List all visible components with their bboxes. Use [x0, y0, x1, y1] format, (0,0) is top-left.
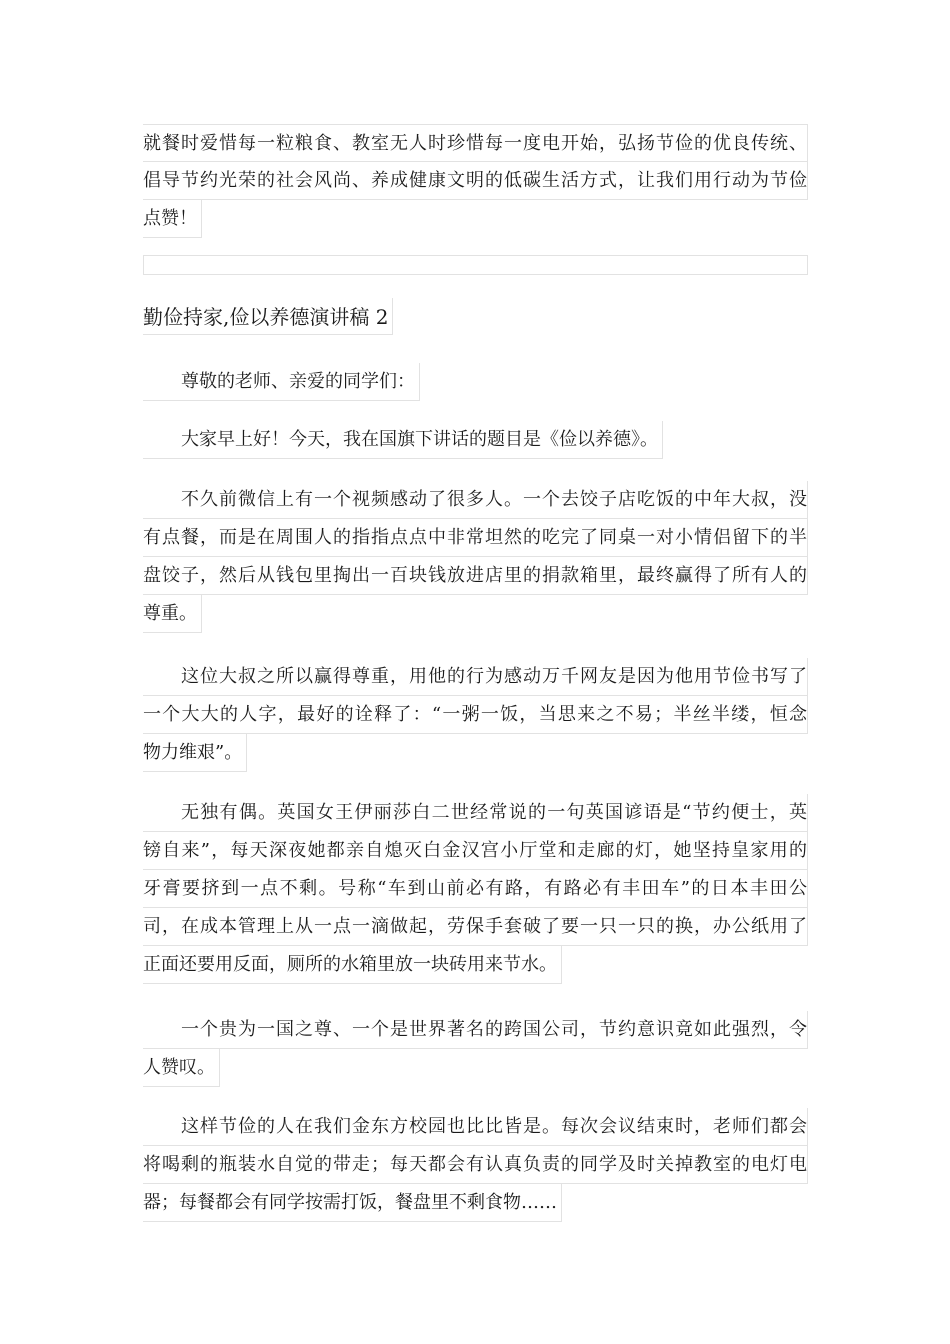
- greeting-paragraph: [143, 363, 808, 405]
- paragraph-line: 将喝剩的瓶装水自觉的带走；每天都会有认真负责的同学及时关掉教室的电灯电: [143, 1146, 808, 1184]
- paragraph-line: 人赞叹。: [143, 1049, 220, 1087]
- paragraph-4: [143, 1011, 808, 1091]
- paragraph-line: 正面还要用反面，厕所的水箱里放一块砖用来节水。: [143, 946, 562, 984]
- paragraph-line: 无独有偶。英国女王伊丽莎白二世经常说的一句英国谚语是“节约便士，英: [143, 794, 808, 832]
- paragraph-line: 器；每餐都会有同学按需打饭，餐盘里不剩食物……: [143, 1184, 562, 1222]
- paragraph-5: [143, 1108, 808, 1226]
- paragraph-line: 司，在成本管理上从一点一滴做起，劳保手套破了要一只一只的换，办公纸用了: [143, 908, 808, 946]
- paragraph-line: 一个贵为一国之尊、一个是世界著名的跨国公司，节约意识竟如此强烈，令: [143, 1011, 808, 1049]
- paragraph-line: 倡导节约光荣的社会风尚、养成健康文明的低碳生活方式，让我们用行动为节俭: [143, 162, 808, 200]
- paragraph-line: 镑自来”，每天深夜她都亲自熄灭白金汉宫小厅堂和走廊的灯，她坚持皇家用的: [143, 832, 808, 870]
- paragraph-line: 这样节俭的人在我们金东方校园也比比皆是。每次会议结束时，老师们都会: [143, 1108, 808, 1146]
- paragraph-line: 尊重。: [143, 595, 202, 633]
- paragraph-line: 这位大叔之所以赢得尊重，用他的行为感动万千网友是因为他用节俭书写了: [143, 658, 808, 696]
- paragraph-line: 牙膏要挤到一点不剩。号称“车到山前必有路，有路必有丰田车”的日本丰田公: [143, 870, 808, 908]
- intro-paragraph: [143, 124, 808, 242]
- paragraph-line: 一个大大的人字，最好的诠释了：“一粥一饭，当思来之不易；半丝半缕，恒念: [143, 696, 808, 734]
- section-separator: [143, 255, 808, 275]
- paragraph-line: 不久前微信上有一个视频感动了很多人。一个去饺子店吃饭的中年大叔，没: [143, 481, 808, 519]
- paragraph-line: 就餐时爱惜每一粒粮食、教室无人时珍惜每一度电开始，弘扬节俭的优良传统、: [143, 124, 808, 162]
- greeting-text: 尊敬的老师、亲爱的同学们：: [143, 363, 420, 401]
- paragraph-1: [143, 481, 808, 637]
- paragraph-3: [143, 794, 808, 988]
- paragraph-line: 盘饺子，然后从钱包里掏出一百块钱放进店里的捐款箱里，最终赢得了所有人的: [143, 557, 808, 595]
- paragraph-line: 物力维艰”。: [143, 734, 247, 772]
- paragraph-line: 有点餐，而是在周围人的指指点点中非常坦然的吃完了同桌一对小情侣留下的半: [143, 519, 808, 557]
- opening-text: 大家早上好！今天，我在国旗下讲话的题目是《俭以养德》。: [143, 421, 663, 459]
- paragraph-line: 点赞！: [143, 200, 202, 238]
- speech-title: 勤俭持家,俭以养德演讲稿 2: [143, 298, 393, 335]
- opening-paragraph: [143, 421, 808, 463]
- paragraph-2: [143, 658, 808, 776]
